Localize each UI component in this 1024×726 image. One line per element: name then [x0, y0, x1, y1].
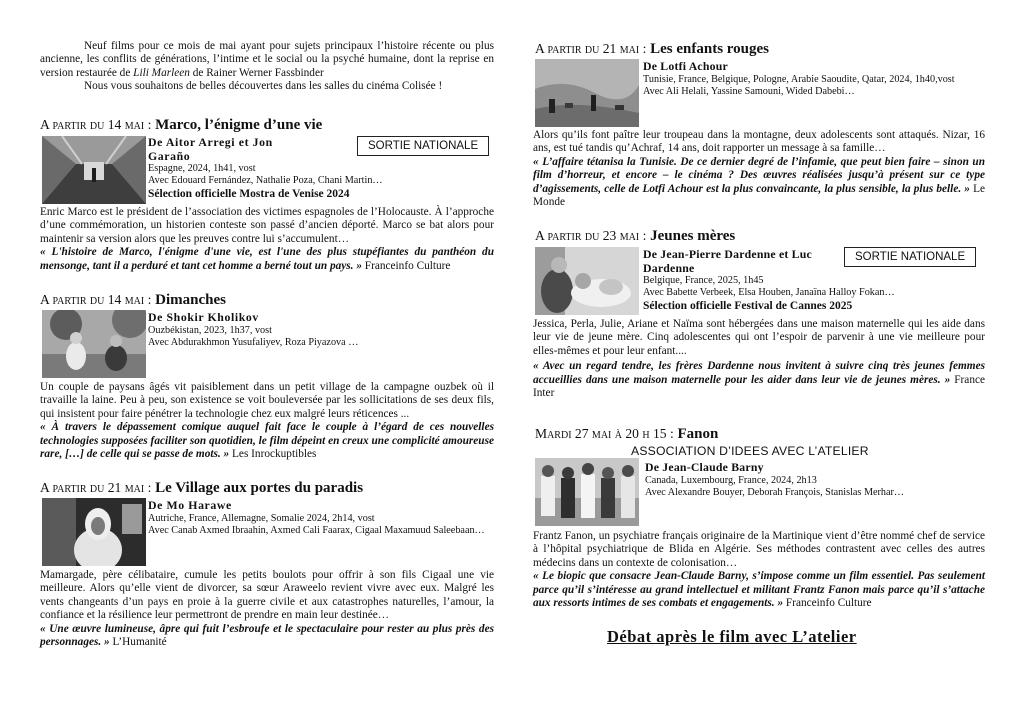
- marco-details: Espagne, 2024, 1h41, vost: [148, 163, 256, 174]
- fanon-date: Mardi 27 mai à 20 h 15 :: [535, 426, 674, 441]
- jeunes-text: [533, 318, 985, 400]
- dimanches-date: A partir du 14 mai :: [40, 292, 152, 307]
- village-info: [148, 499, 494, 537]
- enfants-director: De Lotfi Achour: [643, 59, 728, 73]
- jeunes-synopsis: Jessica, Perla, Julie, Ariane et Naïma sont hébergées dans une maison maternelle qui les aide dans leur vie de jeune mère. Cinq adolescentes qui ont l’espoir de parvenir à une vie meilleure pour elles-mêmes et pour leur enfant....: [533, 318, 985, 357]
- intro-film-title: Lili Marleen: [133, 66, 190, 79]
- enfants-heading: [535, 41, 769, 58]
- village-cast: Avec Canab Axmed Ibraahin, Axmed Cali Faarax, Cigaal Maxamuud Saleebaan…: [148, 524, 485, 536]
- elderly-couple-photo: [42, 310, 146, 378]
- village-details: Autriche, France, Allemagne, Somalie 2024, 2h14, vost: [148, 512, 375, 524]
- village-heading: [40, 480, 363, 497]
- fanon-source: Franceinfo Culture: [783, 597, 872, 610]
- mountain-goats-photo: [535, 59, 639, 127]
- marco-quote: « L'histoire de Marco, l'énigme d'une vie, est l'une des plus stupéfiantes du panthéon du mensonge, tant il a perduré et tant cet homme a berné tout un pays. »: [40, 246, 494, 272]
- enfants-date: A partir du 21 mai :: [535, 41, 647, 56]
- jeunes-review: [533, 360, 985, 400]
- veiled-woman-photo: [42, 498, 146, 566]
- jeunes-title: Jeunes mères: [650, 228, 736, 244]
- fanon-text: [533, 530, 985, 610]
- village-date: A partir du 21 mai :: [40, 480, 152, 495]
- jeunes-selection: Sélection officielle Festival de Cannes 2025: [643, 299, 853, 312]
- fanon-review: [533, 570, 985, 610]
- village-quote: « Une œuvre lumineuse, âpre qui fuit l’esbroufe et le spectaculaire pour rester au plus près des personnages. »: [40, 622, 494, 649]
- enfants-quote: « L’affaire tétanisa la Tunisie. De ce dernier degré de l’infamie, que peut bien faire – sinon un film d’horreur, et encore – le cinéma ? Des œuvres réalisées jusqu’à présent sur ce type d’agissements, celle de Lotfi Achour est la plus convaincante, la plus sensible, la plus belle. »: [533, 155, 985, 195]
- jeunes-details: Belgique, France, 2025, 1h45: [643, 275, 764, 286]
- jeunes-heading: [535, 228, 735, 245]
- enfants-source: Le Monde: [533, 182, 986, 209]
- marco-title: Marco, l’énigme d’une vie: [155, 117, 323, 133]
- dimanches-synopsis: Un couple de paysans âgés vit paisiblement dans un petit village de la campagne ouzbek où il travaille la laine. Peu à peu, son existence se voit bouleversée par les sollicitations de ses deux fils, qui insistent pour faire pénétrer la technologie chez eux malgré leurs réticences ...: [40, 381, 494, 420]
- village-title: Le Village aux portes du paradis: [155, 480, 364, 496]
- marco-heading: [40, 117, 322, 134]
- enfants-cast: Avec Ali Helali, Yassine Samouni, Wided Dabebi…: [643, 85, 855, 97]
- intro: [40, 40, 494, 94]
- marco-release-badge: SORTIE NATIONALE: [357, 136, 489, 156]
- dimanches-source: Les Inrockuptibles: [229, 448, 317, 461]
- jeunes-quote: « Avec un regard tendre, les frères Dardenne nous invitent à suivre cinq très jeunes femmes accueillies dans une maison maternelle pour les aider dans leur vie de jeunes mères. »: [533, 360, 985, 386]
- dimanches-cast: Avec Abdurakhmon Yusufaliyev, Roza Piyazova …: [148, 336, 359, 348]
- doctors-group-photo-graphic: [535, 458, 639, 526]
- fanon-debate-notice: Débat après le film avec L’atelier: [607, 627, 857, 646]
- fanon-cast: Avec Alexandre Bouyer, Deborah François, Stanislas Merhar…: [645, 486, 905, 498]
- young-mothers-photo-graphic: [535, 247, 639, 315]
- marco-source: Franceinfo Culture: [361, 259, 451, 272]
- marco-synopsis: Enric Marco est le président de l’association des victimes espagnoles de l’Holocauste. À l’approche d’une commémoration, un historien conteste son passé d’ancien déporté. Marco se bat alors pour maintenir sa version alors que les preuves contre lui s’accumulent…: [40, 206, 494, 245]
- marco-date: A partir du 14 mai :: [40, 117, 152, 132]
- enfants-text: [533, 129, 985, 209]
- intro-paragraph: [40, 40, 494, 80]
- village-source: L’Humanité: [109, 636, 167, 649]
- enfants-review: [533, 156, 985, 210]
- intro-wish: Nous vous souhaitons de belles découvertes dans les salles du cinéma Colisée !: [84, 80, 443, 93]
- marco-selection: Sélection officielle Mostra de Venise 2024: [148, 187, 350, 200]
- marco-review: [40, 246, 494, 273]
- fanon-heading: [535, 426, 718, 443]
- jeunes-release-badge: SORTIE NATIONALE: [844, 247, 976, 267]
- veiled-woman-photo-graphic: [42, 498, 146, 566]
- dimanches-title: Dimanches: [155, 292, 226, 308]
- corridor-photo-graphic: [42, 136, 146, 204]
- jeunes-cast: Avec Babette Verbeek, Elsa Houben, Janaïna Halloy Fokan…: [643, 287, 895, 299]
- fanon-synopsis: Frantz Fanon, un psychiatre français originaire de la Martinique vient d’être nommé chef de service à l’hôpital psychiatrique de Blida en Algérie. Ses méthodes contrastent avec celles des autres médecins dans un contexte de colonisation…: [533, 530, 985, 569]
- fanon-title: Fanon: [677, 426, 719, 442]
- dimanches-review: [40, 421, 494, 461]
- mountain-goats-photo-graphic: [535, 59, 639, 127]
- enfants-info: [643, 60, 985, 98]
- elderly-couple-photo-graphic: [42, 310, 146, 378]
- village-synopsis: Mamargade, père célibataire, cumule les petits boulots pour offrir à son fils Cigaal une vie meilleure. Alors qu’elle vient de divorcer, sa sœur Araweelo revient vivre avec eux. Malgré les vents changeants d’un pays en proie à la guerre civile et aux catastrophes naturelles, l’amour, la confiance et la résilience leur permettront de prendre en main leur destinée…: [40, 569, 494, 622]
- enfants-details: Tunisie, France, Belgique, Pologne, Arabie Saoudite, Qatar, 2024, 1h40,vost: [643, 73, 955, 85]
- dimanches-info: [148, 311, 494, 349]
- village-director: De Mo Harawe: [148, 498, 232, 512]
- jeunes-date: A partir du 23 mai :: [535, 228, 647, 243]
- jeunes-source: France Inter: [533, 373, 985, 400]
- fanon-association: ASSOCIATION D’IDEES AVEC L’ATELIER: [631, 444, 869, 458]
- enfants-title: Les enfants rouges: [650, 41, 770, 57]
- intro-text: Neuf films pour ce mois de mai ayant pour sujets principaux l’histoire récente ou plus ancienne, les conflits de générations, l’intime et le social ou la psyché humaine, dont la reprise en version restaurée de: [40, 40, 494, 79]
- marco-text: [40, 206, 494, 273]
- intro-text-end: de Rainer Werner Fassbinder: [189, 66, 324, 79]
- dimanches-quote: « À travers le dépassement comique auquel fait face le couple à l’égard de ces nouvelles technologies supposées faciliter son quotidien, le film dépeint en creux une complicité amoureuse rare, […] de celle qui se passe de mots. »: [40, 421, 494, 461]
- marco-director: De Aitor Arregi et Jon Garaño: [148, 135, 273, 163]
- dimanches-details: Ouzbékistan, 2023, 1h37, vost: [148, 324, 272, 336]
- fanon-quote: « Le biopic que consacre Jean-Claude Barny, s’impose comme un film essentiel. Pas seulement parce qu’il s’intéresse au grand intellectuel et militant Frantz Fanon mais parce qu’il s’attache aux ressorts intimes de ses combats et engagements. »: [533, 570, 985, 610]
- dimanches-director: De Shokir Kholikov: [148, 310, 259, 324]
- fanon-info: [645, 461, 985, 499]
- village-review: [40, 623, 494, 650]
- corridor-photo: [42, 136, 146, 204]
- jeunes-director: De Jean-Pierre Dardenne et Luc Dardenne: [643, 247, 812, 275]
- village-text: [40, 569, 494, 649]
- dimanches-text: [40, 381, 494, 461]
- enfants-synopsis: Alors qu’ils font paître leur troupeau dans la montagne, deux adolescents sont attaqués. Nizar, 16 ans, est tué tandis qu’Achraf, 14 ans, doit rapporter un message à sa famille…: [533, 129, 985, 155]
- dimanches-heading: [40, 292, 226, 309]
- marco-cast: Avec Edouard Fernández, Nathalie Poza, Chani Martin…: [148, 175, 383, 187]
- fanon-details: Canada, Luxembourg, France, 2024, 2h13: [645, 474, 817, 486]
- fanon-director: De Jean-Claude Barny: [645, 460, 764, 474]
- young-mothers-photo: [535, 247, 639, 315]
- doctors-group-photo: [535, 458, 639, 526]
